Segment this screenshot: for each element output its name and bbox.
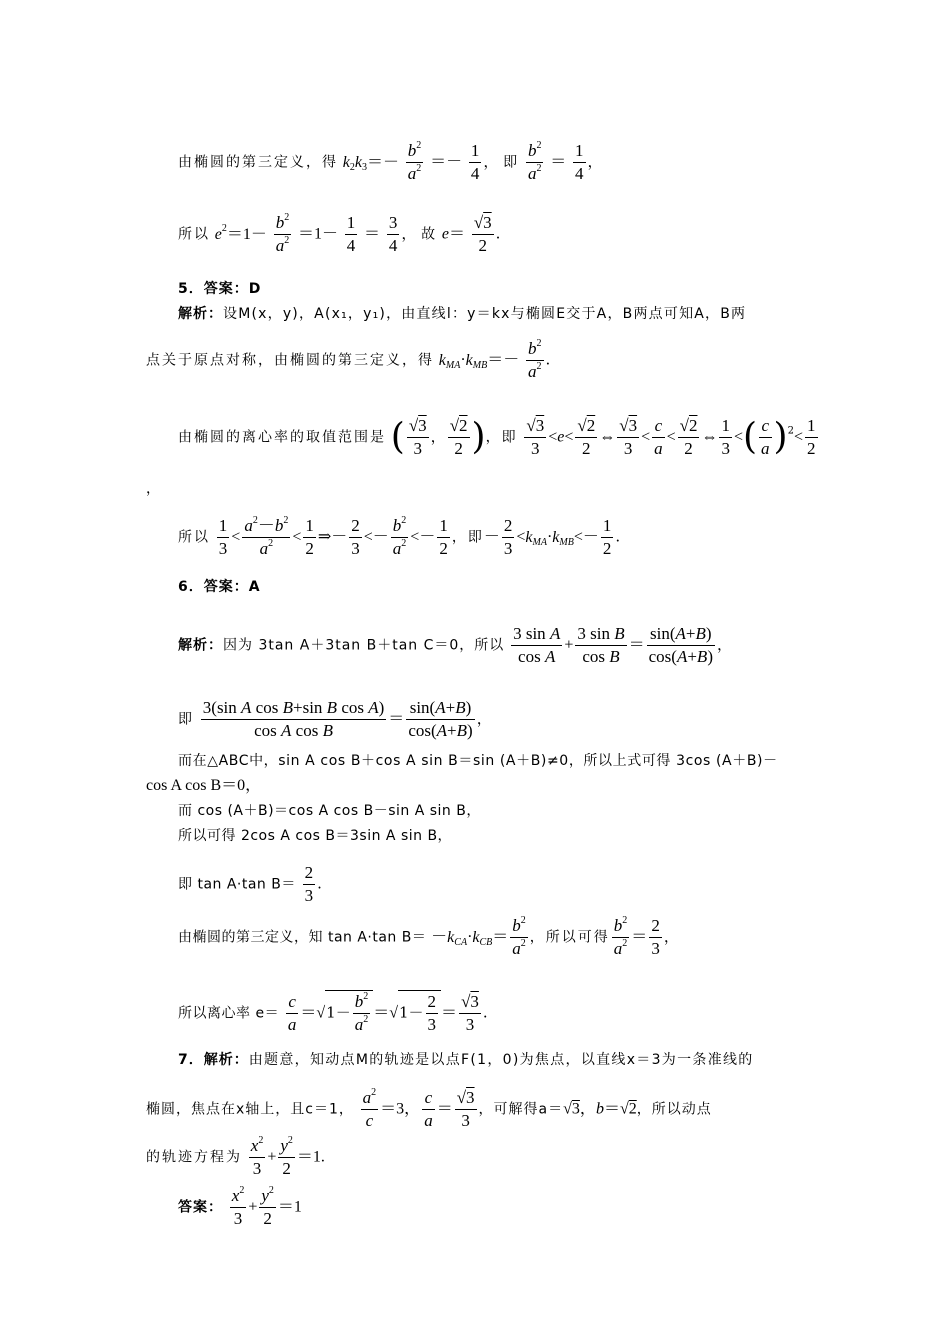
q5-line-3: 由椭圆的离心率的取值范围是 ( $\frac{√3}{3}$ ， $\frac{√2}{2}$ )，即 $\frac{√3}{3}$ <e< $\frac{√2}{2}$ ⇔ $\frac{√3}{3}$ < $\frac{c}{a}$ < $\frac{√2}{2}$ ⇔ $\frac{1}{3}$ <( $\frac{c}{a}$ )$^2$< $\frac{1}{2}$ xyxy=(178,416,816,458)
text: 点关于原点对称，由椭圆的第三定义，得 xyxy=(146,352,434,369)
q7-line-3: 的轨迹方程为 $\frac{x^2}{3}$ + $\frac{y^2}{2}$ ＝1. xyxy=(146,1135,325,1178)
jiexi-label: 解析： xyxy=(178,637,223,654)
jiexi-label: 解析： xyxy=(178,306,223,322)
answer-label: 5．答案：D xyxy=(178,281,262,297)
text: 由椭圆的第三定义，得 xyxy=(178,154,338,171)
eq-line-2: 所以 $e^2=1-$ $\frac{b^2}{a^2}$ ＝1－ $\frac{1}{4}$ ＝ $\frac{3}{4}$ ， 故 e＝ $\frac{√3}{2}$ . xyxy=(178,212,501,255)
q6-answer xyxy=(178,576,950,597)
text: 由题意，知动点M的轨迹是以点F(1，0)为焦点，以直线x＝3为一条准线的 xyxy=(248,1052,754,1068)
eq-line-1: 由椭圆的第三定义，得 $k_2k_3=-$ $\frac{b^2}{a^2}$ ＝－ $\frac{1}{4}$ ， 即 $\frac{b^2}{a^2}$ ＝ $\frac{1}{4}$ ， xyxy=(178,140,603,183)
text: 椭圆，焦点在x轴上，且c＝1， xyxy=(146,1101,354,1118)
text: 设M(x，y)，A(x₁，y₁)，由直线l：y＝kx与椭圆E交于A，B两点可知A，B两 xyxy=(223,306,747,322)
text: 所以 xyxy=(178,529,210,546)
text: 即 xyxy=(503,154,520,171)
text: 所以离心率 e＝ xyxy=(178,1005,280,1022)
q5-line-1 xyxy=(178,303,950,324)
text: 所以可得 2cos A cos B＝3sin A sin B， xyxy=(178,828,453,844)
text: 的轨迹方程为 xyxy=(146,1149,242,1166)
q6-line-6 xyxy=(178,825,950,846)
answer-label: 答案： xyxy=(178,1199,223,1216)
q5-answer xyxy=(178,278,950,299)
text: ，即 xyxy=(451,529,484,546)
q6-line-2: 即 $\frac{\text{3(sin A cos B+sin B cos A)}}{\text{cos A cos B}}$ ＝ $\frac{\sin(A+B)}{\cos(A+B)}$ ， xyxy=(178,698,492,740)
q5-line-4: 所以 $\frac{1}{3}$ < $\frac{a^2-b^2}{a^2}$ < $\frac{1}{2}$ ⇒－ $\frac{2}{3}$ <－ $\frac{b^2}{a^2}$ <－ $\frac{1}{2}$ ，即－ $\frac{2}{3}$ $<k_{MA}\cdot k_{MB}<-$ $\frac{1}{2}$ . xyxy=(178,515,621,558)
text: 而在△ABC中，sin A cos B＋cos A sin B＝sin (A＋B)≠0，所以上式可得 3cos (A＋B)－ xyxy=(178,753,778,769)
q5-comma xyxy=(146,478,950,499)
q7-line-1 xyxy=(178,1049,950,1070)
q6-line-8: 由椭圆的第三定义，知 tan A·tan $B= -k_{CA}\cdot k_{CB}=$ $\frac{b^2}{a^2}$ ，所以可得 $\frac{b^2}{a^2}$ ＝ $\frac{2}{3}$ ， xyxy=(178,915,679,958)
q6-line-9: 所以离心率 e＝ $\frac{c}{a}$ ＝√1－ $\frac{b^2}{a^2}$ ＝√1－ $\frac{2}{3}$ ＝ $\frac{√3}{3}$ . xyxy=(178,991,488,1034)
q7-answer: 答案： $\frac{x^2}{3}$ + $\frac{y^2}{2}$ ＝1 xyxy=(178,1185,302,1228)
text: ，所以动点 xyxy=(636,1101,712,1118)
text: 而 cos (A＋B)＝cos A cos B－sin A sin B， xyxy=(178,803,481,819)
answer-label: 6．答案：A xyxy=(178,579,261,595)
text: cos A cos B＝0， xyxy=(146,777,262,794)
text: 故 xyxy=(421,226,438,243)
text: ，可解得a＝ xyxy=(478,1101,564,1118)
text: ，即 xyxy=(485,429,518,446)
text: 因为 3tan A＋3tan B＋tan C＝0，所以 xyxy=(223,637,505,654)
text: 即 xyxy=(178,711,194,728)
text: ，所以可得 xyxy=(529,929,610,946)
text: ， xyxy=(146,481,162,497)
text: 所以 xyxy=(178,226,210,243)
text: 由椭圆的离心率的取值范围是 xyxy=(178,429,386,446)
q6-line-5 xyxy=(178,800,950,821)
q6-line-7: 即 tan A·tan B＝ $\frac{2}{3}$ . xyxy=(178,863,322,905)
q6-line-1: 解析：因为 3tan A＋3tan B＋tan C＝0，所以 $\frac{\text{3 sin A}}{\text{cos A}}$ + $\frac{\text{3 sin B}}{\text{cos B}}$ ＝ $\frac{\sin(A+B)}{\cos(A+B)}$ ， xyxy=(178,624,732,666)
q7-line-2: 椭圆，焦点在x轴上，且c＝1， $\frac{a^2}{c}$ ＝3， $\frac{c}{a}$ ＝ $\frac{√3}{3}$ ，可解得a＝√3，b＝√2，所以动点 xyxy=(146,1087,712,1130)
q5-line-2: 点关于原点对称，由椭圆的第三定义，得 $k_{MA}\cdot k_{MB}=-$ $\frac{b^2}{a^2}$ . xyxy=(146,338,551,381)
text: 即 tan A·tan B＝ xyxy=(178,876,296,893)
q6-line-4 xyxy=(146,775,950,796)
q6-line-3 xyxy=(178,750,950,771)
text: 由椭圆的第三定义，知 tan A·tan B＝ xyxy=(178,929,427,946)
jiexi-label: 7．解析： xyxy=(178,1052,249,1068)
